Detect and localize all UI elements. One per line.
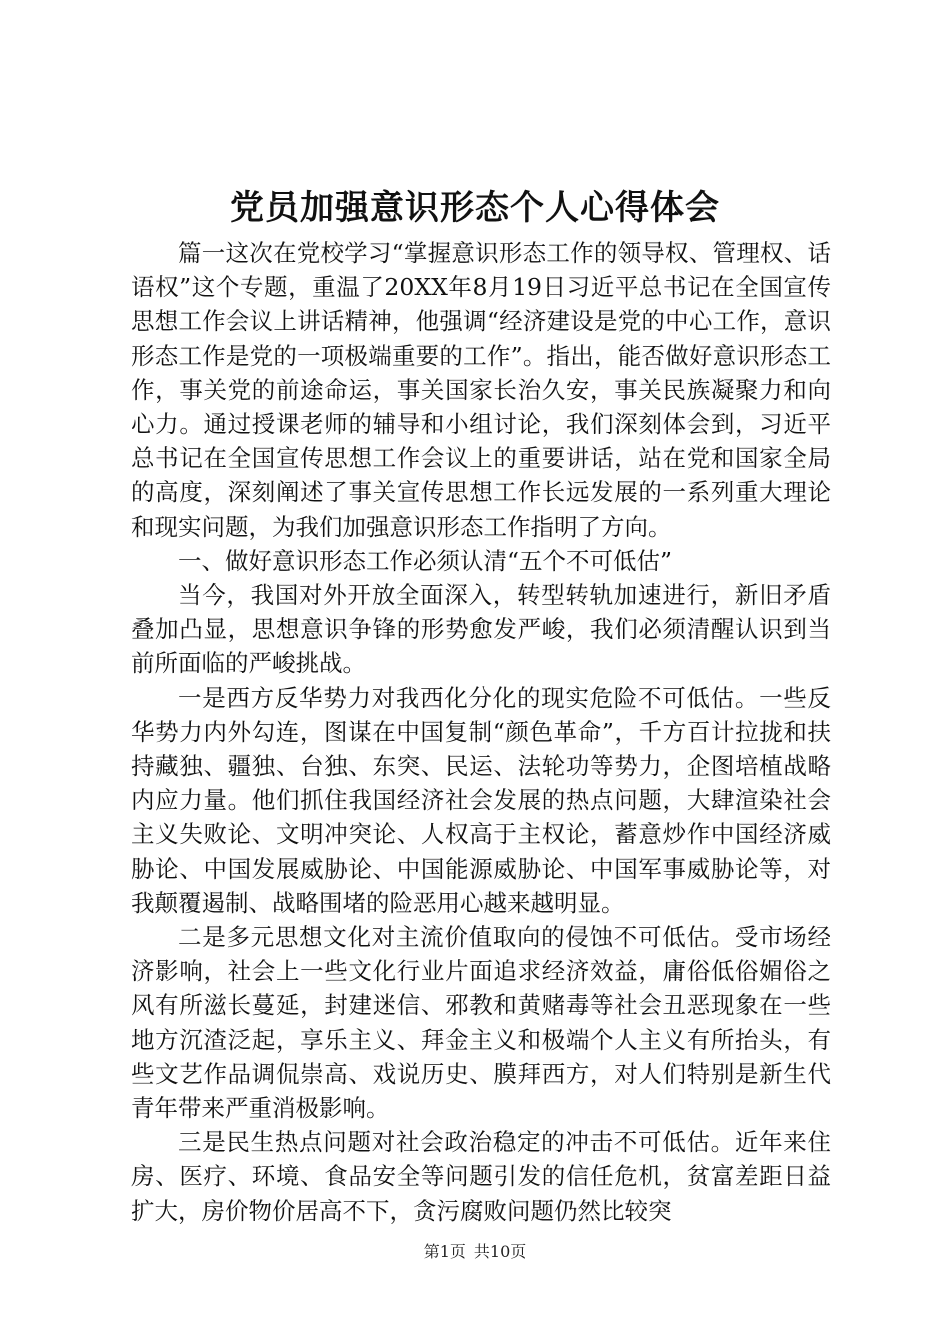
paragraph: 二是多元思想文化对主流价值取向的侵蚀不可低估。受市场经济影响，社会上一些文化行业片面追求经济效益，庸俗低俗媚俗之风有所滋长蔓延，封建迷信、邪教和黄赌毒等社会丑恶现象在一些地方沉渣泛起，享乐主义、拜金主义和极端个人主义有所抬头，有些文艺作品调侃崇高、戏说历史、膜拜西方，对人们特别是新生代青年带来严重消极影响。 (131, 923, 831, 1123)
page-footer (0, 1242, 950, 1262)
section-heading: 一、做好意识形态工作必须认清“五个不可低估” (178, 546, 673, 575)
document-body (131, 236, 831, 1228)
paragraph: 篇一这次在党校学习“掌握意识形态工作的领导权、管理权、话语权”这个专题，重温了20XX年8月19日习近平总书记在全国宣传思想工作会议上讲话精神，他强调“经济建设是党的中心工作，意识形态工作是党的一项极端重要的工作”。指出，能否做好意识形态工作，事关党的前途命运，事关国家长治久安，事关民族凝聚力和向心力。通过授课老师的辅导和小组讨论，我们深刻体会到，习近平总书记在全国宣传思想工作会议上的重要讲话，站在党和国家全局的高度，深刻阐述了事关宣传思想工作长远发展的一系列重大理论和现实问题，为我们加强意识形态工作指明了方向。 (131, 239, 831, 541)
document-title: 党员加强意识形态个人心得体会 (230, 188, 720, 228)
paragraph: 一是西方反华势力对我西化分化的现实危险不可低估。一些反华势力内外勾连，图谋在中国复制“颜色革命”，千方百计拉拢和扶持藏独、疆独、台独、东突、民运、法轮功等势力，企图培植战略内应力量。他们抓住我国经济社会发展的热点问题，大肆渲染社会主义失败论、文明冲突论、人权高于主权论，蓄意炒作中国经济威胁论、中国发展威胁论、中国能源威胁论、中国军事威胁论等，对我颠覆遏制、战略围堵的险恶用心越来越明显。 (131, 683, 831, 917)
page-total: 共10页 (473, 1242, 527, 1261)
page-number: 第1页 (423, 1242, 466, 1261)
paragraph: 三是民生热点问题对社会政治稳定的冲击不可低估。近年来住房、医疗、环境、食品安全等问题引发的信任危机，贫富差距日益扩大，房价物价居高不下，贪污腐败问题仍然比较突 (131, 1128, 831, 1225)
paragraph: 当今，我国对外开放全面深入，转型转轨加速进行，新旧矛盾叠加凸显，思想意识争锋的形势愈发严峻，我们必须清醒认识到当前所面临的严峻挑战。 (131, 581, 831, 678)
